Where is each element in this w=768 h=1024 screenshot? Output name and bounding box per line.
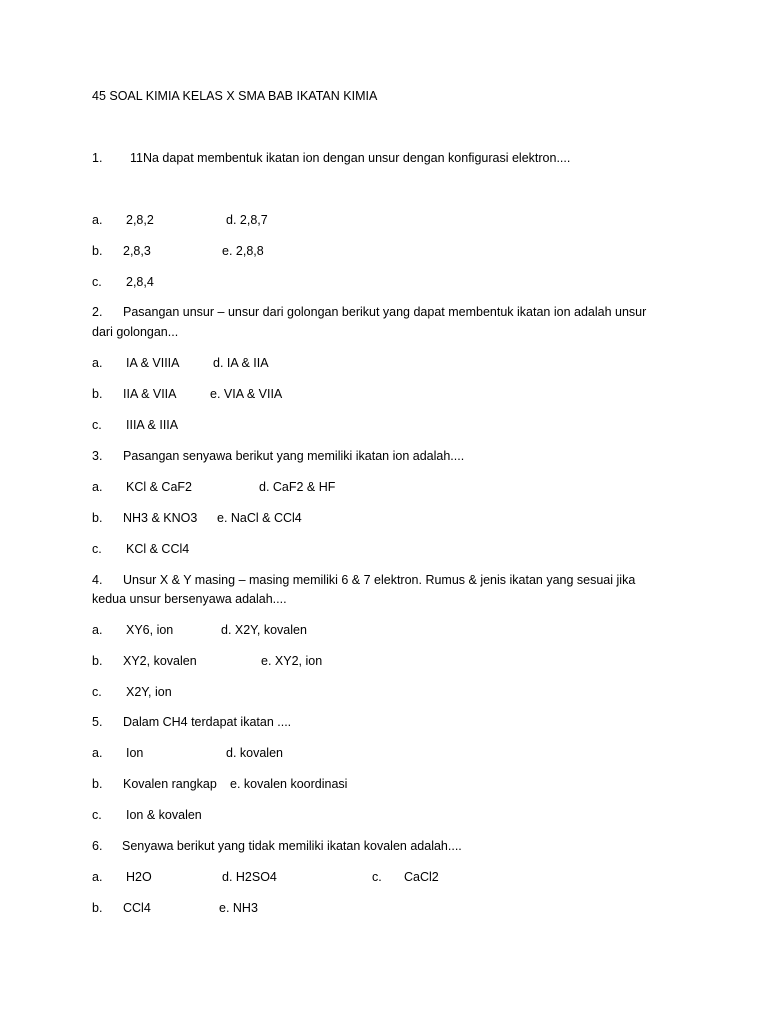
option-text: IIIA & IIIA	[126, 418, 179, 432]
option-letter: a.	[92, 213, 103, 227]
option-text: e. kovalen koordinasi	[230, 777, 348, 791]
option-text: H2O	[126, 870, 152, 884]
option-text: KCl & CaF2	[126, 480, 192, 494]
option-text: d. 2,8,7	[226, 213, 268, 227]
question-text: Dalam CH4 terdapat ikatan ....	[123, 715, 292, 729]
option-text: 2,8,4	[126, 275, 154, 289]
option-text: Ion & kovalen	[126, 808, 202, 822]
option-text: Kovalen rangkap	[123, 777, 217, 791]
option-letter: b.	[92, 244, 103, 258]
option-text: d. IA & IIA	[213, 356, 269, 370]
option-text: Ion	[126, 746, 144, 760]
question-text: 11Na dapat membentuk ikatan ion dengan unsur dengan konfigurasi elektron....	[130, 151, 571, 165]
option-letter: b.	[92, 654, 103, 668]
option-text: IA & VIIIA	[126, 356, 180, 370]
option-text: e. VIA & VIIA	[210, 387, 283, 401]
option-letter: a.	[92, 746, 103, 760]
option-letter: c.	[372, 870, 382, 884]
option-letter: a.	[92, 623, 103, 637]
option-text: CCl4	[123, 901, 151, 915]
option-letter: a.	[92, 356, 103, 370]
option-letter: c.	[92, 808, 102, 822]
document-title: 45 SOAL KIMIA KELAS X SMA BAB IKATAN KIMIA	[92, 89, 378, 103]
option-letter: c.	[92, 542, 102, 556]
question-text: Unsur X & Y masing – masing memiliki 6 & 7 elektron. Rumus & jenis ikatan yang sesuai jika	[123, 573, 636, 587]
question-text: Pasangan senyawa berikut yang memiliki ikatan ion adalah....	[123, 449, 465, 463]
question-text: Senyawa berikut yang tidak memiliki ikatan kovalen adalah....	[122, 839, 462, 853]
option-text: e. NaCl & CCl4	[217, 511, 302, 525]
option-text: X2Y, ion	[126, 685, 172, 699]
option-text: XY6, ion	[126, 623, 174, 637]
option-letter: b.	[92, 511, 103, 525]
option-text: CaCl2	[404, 870, 439, 884]
option-text: d. X2Y, kovalen	[221, 623, 307, 637]
option-letter: b.	[92, 777, 103, 791]
option-text: e. 2,8,8	[222, 244, 264, 258]
question-number: 4.	[92, 573, 103, 587]
option-letter: c.	[92, 685, 102, 699]
option-letter: c.	[92, 418, 102, 432]
option-letter: a.	[92, 870, 103, 884]
option-text: d. kovalen	[226, 746, 283, 760]
option-text: XY2, kovalen	[123, 654, 197, 668]
option-text: e. XY2, ion	[261, 654, 323, 668]
question-text-continued: kedua unsur bersenyawa adalah....	[92, 592, 287, 606]
option-text: KCl & CCl4	[126, 542, 190, 556]
option-letter: c.	[92, 275, 102, 289]
option-letter: b.	[92, 387, 103, 401]
option-text: NH3 & KNO3	[123, 511, 198, 525]
option-text: 2,8,2	[126, 213, 154, 227]
question-text-continued: dari golongan...	[92, 325, 179, 339]
option-text: IIA & VIIA	[123, 387, 177, 401]
question-number: 3.	[92, 449, 103, 463]
question-text: Pasangan unsur – unsur dari golongan berikut yang dapat membentuk ikatan ion adalah unsur	[123, 305, 647, 319]
option-letter: a.	[92, 480, 103, 494]
question-number: 5.	[92, 715, 103, 729]
option-text: d. H2SO4	[222, 870, 277, 884]
question-number: 1.	[92, 151, 103, 165]
option-text: 2,8,3	[123, 244, 151, 258]
option-text: e. NH3	[219, 901, 258, 915]
question-number: 2.	[92, 305, 103, 319]
option-letter: b.	[92, 901, 103, 915]
option-text: d. CaF2 & HF	[259, 480, 336, 494]
question-number: 6.	[92, 839, 103, 853]
